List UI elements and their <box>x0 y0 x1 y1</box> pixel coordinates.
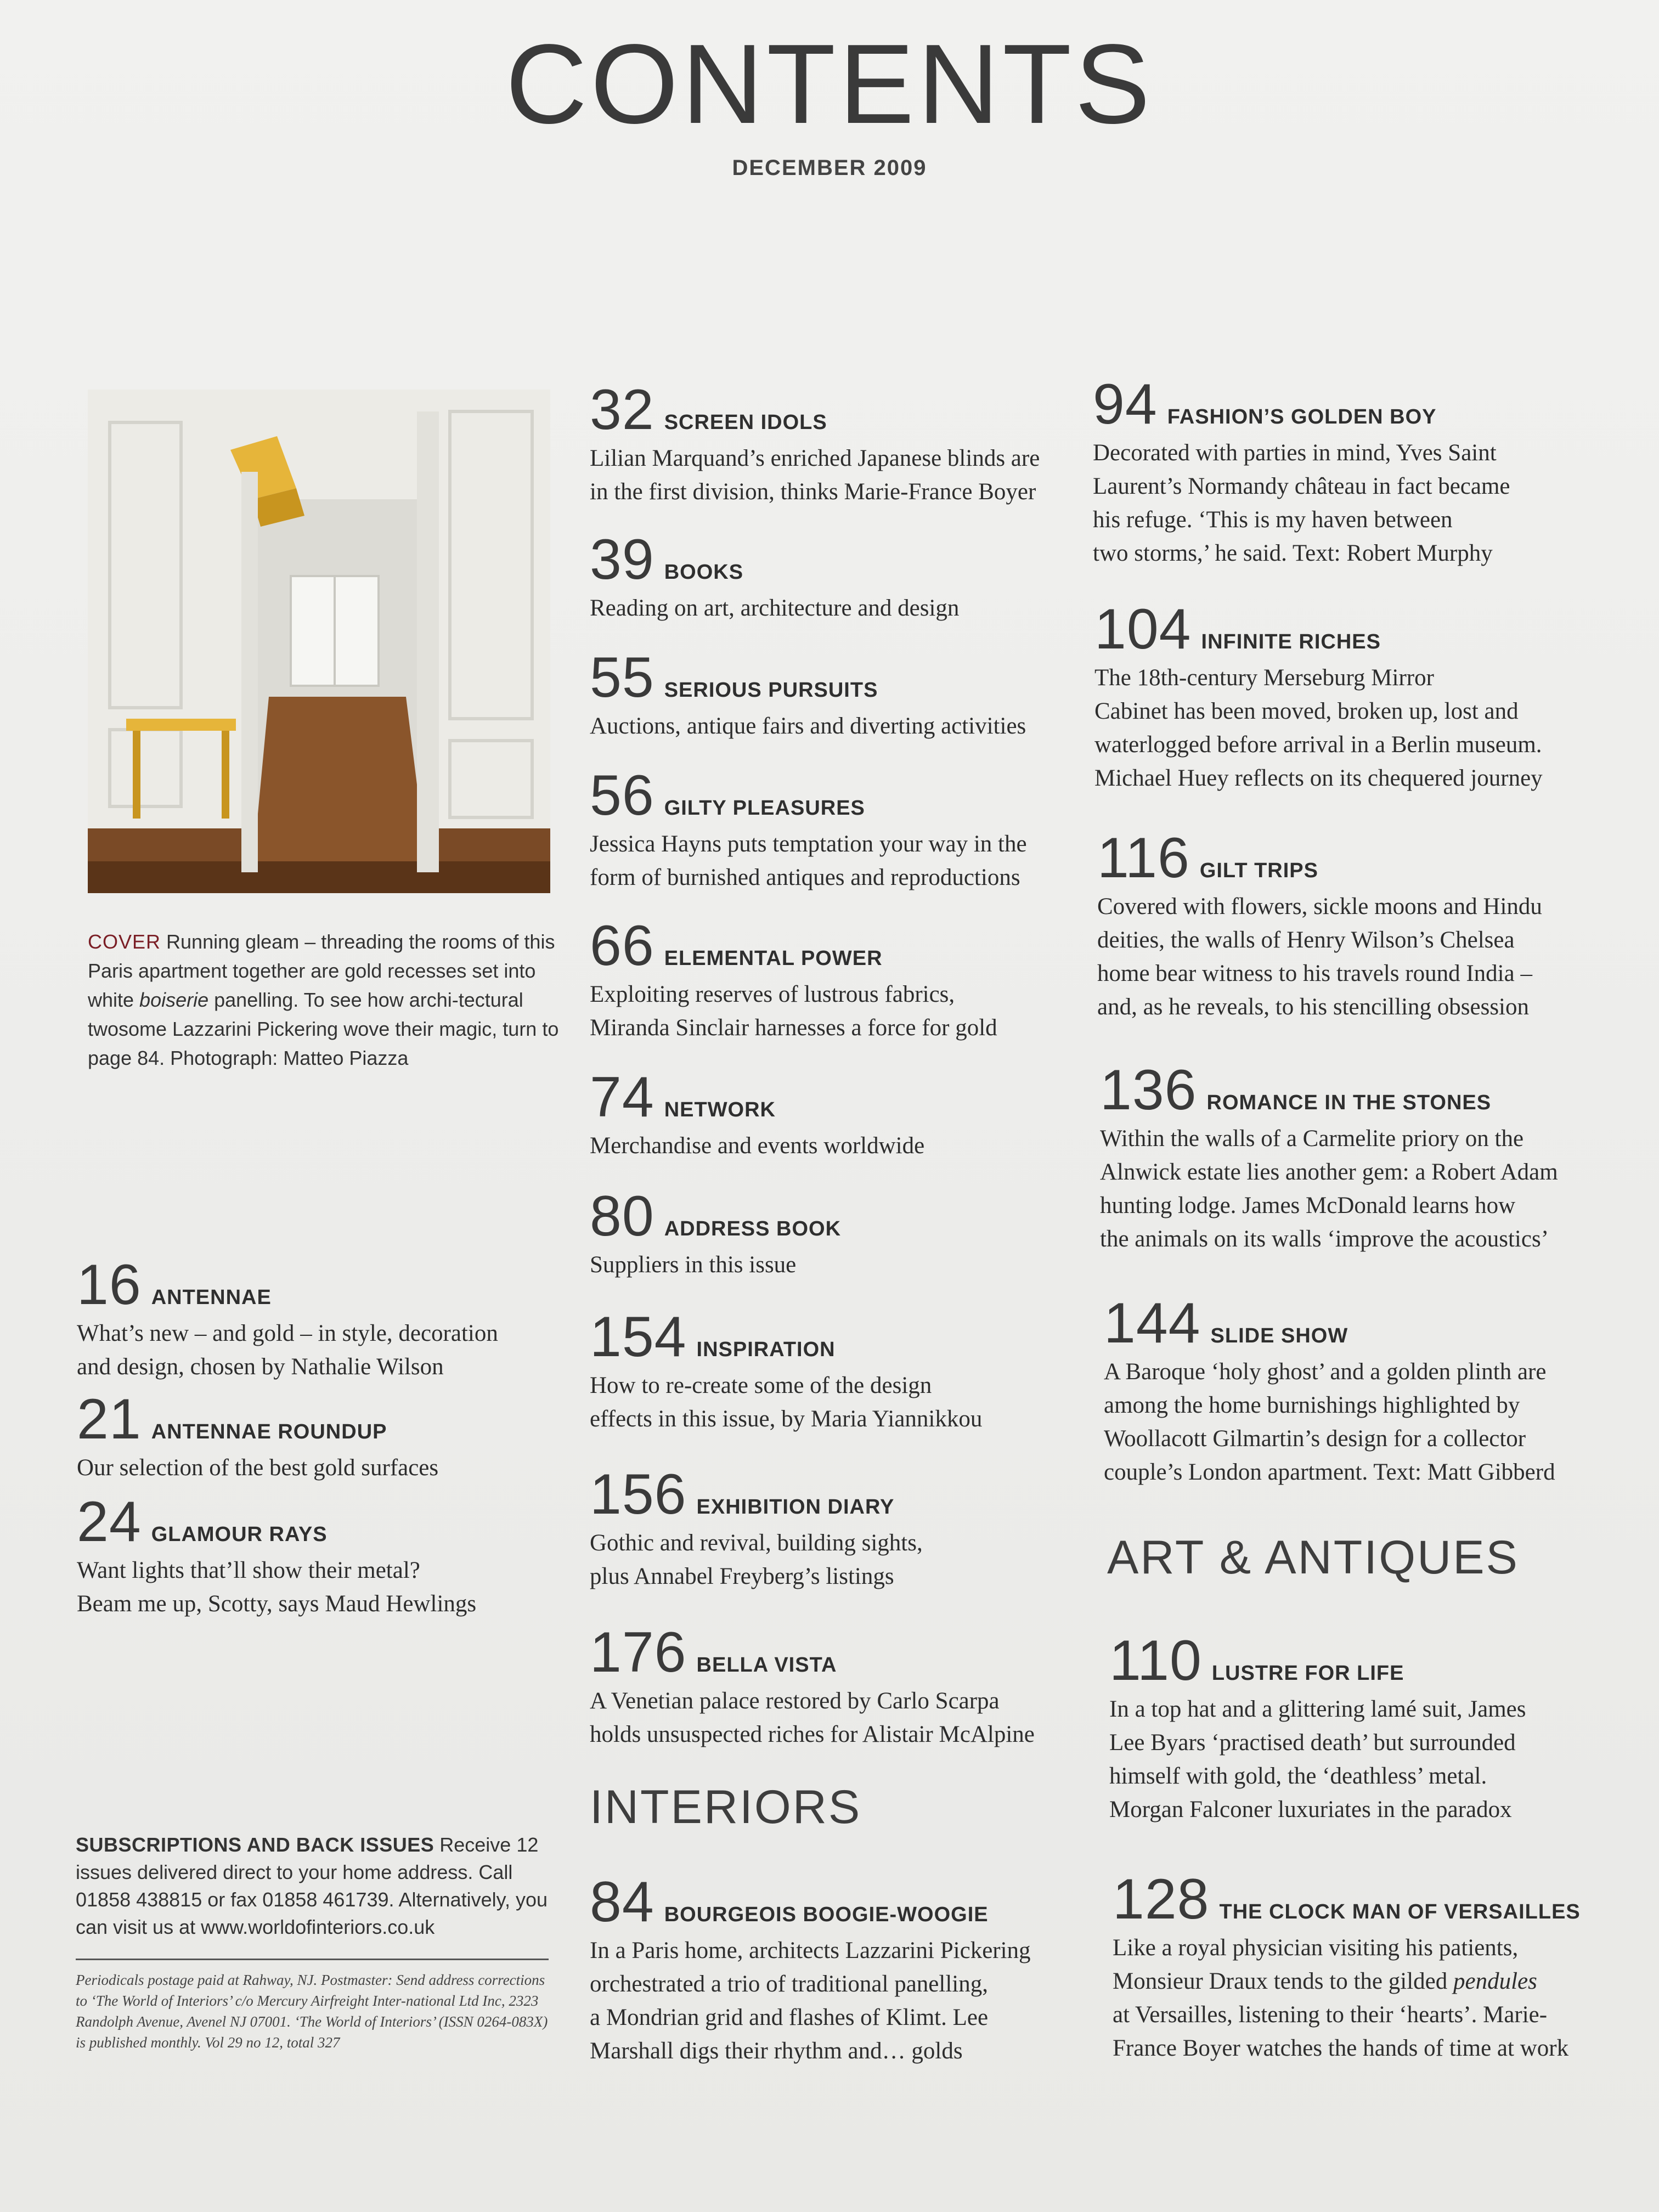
page-number: 39 <box>590 528 654 591</box>
entry-description: Reading on art, architecture and design <box>590 595 960 621</box>
subscriptions-text: Receive 12 issues delivered direct to your home address. Call 01858 438815 or fax 01858 461739. Alternatively, you can visit us at www.worldofinteriors.co.uk <box>76 1833 548 1938</box>
entry-description: A Baroque ‘holy ghost’ and a golden plinth are among the home burnishings highlighted by Woollacott Gilmartin’s design for a collector couple’s London apartment. Text: Matt Gibberd <box>1104 1359 1555 1485</box>
entry-heading: ANTENNAE <box>151 1286 272 1309</box>
cover-caption-text: Running gleam – threading the rooms of this Paris apartment together are gold recesses set into white <box>88 930 555 1011</box>
toc-entry[interactable] <box>590 1870 1084 2068</box>
page-number: 156 <box>590 1463 687 1526</box>
entry-description: Suppliers in this issue <box>590 1252 797 1278</box>
page-number: 21 <box>77 1387 142 1451</box>
toc-entry[interactable] <box>590 1463 1084 1593</box>
entry-description: Want lights that’ll show their metal? Beam me up, Scotty, says Maud Hewlings <box>77 1558 477 1617</box>
photo-floor-shadow <box>88 861 550 893</box>
masthead <box>0 21 1659 180</box>
page-number: 80 <box>590 1184 654 1248</box>
toc-entry[interactable] <box>590 378 1084 509</box>
page-number: 144 <box>1104 1291 1201 1355</box>
entry-heading: EXHIBITION DIARY <box>696 1496 895 1519</box>
entry-description: Auctions, antique fairs and diverting activities <box>590 713 1026 739</box>
entry-heading: LUSTRE FOR LIFE <box>1211 1662 1404 1685</box>
section-title-interiors: INTERIORS <box>590 1781 862 1833</box>
entry-description: Our selection of the best gold surfaces <box>77 1455 439 1481</box>
toc-entry[interactable] <box>590 1305 1084 1436</box>
entry-description: In a top hat and a glittering lamé suit, James Lee Byars ‘practised death’ but surrounded himself with gold, the ‘deathless’ metal. Morgan Falconer luxuriates in the paradox <box>1109 1696 1526 1822</box>
entry-heading: SERIOUS PURSUITS <box>664 679 878 702</box>
page-number: 104 <box>1094 597 1192 661</box>
entry-description: What’s new – and gold – in style, decoration and design, chosen by Nathalie Wilson <box>77 1321 498 1380</box>
page-number: 136 <box>1100 1058 1197 1122</box>
entry-heading: THE CLOCK MAN OF VERSAILLES <box>1219 1900 1581 1923</box>
toc-entry[interactable] <box>590 1065 1084 1163</box>
page-number: 84 <box>590 1870 654 1934</box>
entry-heading: INFINITE RICHES <box>1201 630 1381 653</box>
entry-description: Lilian Marquand’s enriched Japanese blinds are in the first division, thinks Marie-France Boyer <box>590 445 1040 505</box>
photo-corridor-floor <box>252 697 428 872</box>
toc-entry[interactable] <box>77 1387 560 1485</box>
entry-heading: ELEMENTAL POWER <box>664 947 883 970</box>
entry-description: Merchandise and events worldwide <box>590 1133 925 1159</box>
entry-heading: BOOKS <box>664 561 744 584</box>
section-title-art-antiques: ART & ANTIQUES <box>1107 1531 1519 1584</box>
page-number: 110 <box>1109 1629 1202 1692</box>
cover-caption-text-end: panelling. To see how archi-tectural twosome Lazzarini Pickering wove their magic, turn to page 84. Photograph: Matteo Piazza <box>88 989 559 1069</box>
entry-heading: BOURGEOIS BOOGIE-WOOGIE <box>664 1903 989 1926</box>
entry-heading: NETWORK <box>664 1098 776 1121</box>
entry-description: Covered with flowers, sickle moons and Hindu deities, the walls of Henry Wilson’s Chelsea home bear witness to his travels round India – and, as he reveals, to his stencilling obsession <box>1097 894 1542 1020</box>
toc-entry[interactable] <box>1097 826 1613 1024</box>
page-number: 94 <box>1093 373 1158 436</box>
page-number: 32 <box>590 378 654 442</box>
cover-photo <box>88 390 550 893</box>
entry-description: How to re-create some of the design effects in this issue, by Maria Yiannikkou <box>590 1373 983 1432</box>
entry-description: Exploiting reserves of lustrous fabrics, Miranda Sinclair harnesses a force for gold <box>590 981 997 1041</box>
entry-heading: INSPIRATION <box>696 1338 836 1361</box>
toc-entry[interactable] <box>1113 1867 1628 2065</box>
toc-entry[interactable] <box>1109 1629 1625 1826</box>
entry-heading: GLAMOUR RAYS <box>151 1523 328 1546</box>
page-number: 66 <box>590 914 654 978</box>
issue-date: DECEMBER 2009 <box>732 156 927 180</box>
cover-label: COVER <box>88 930 161 953</box>
toc-entry[interactable] <box>590 1621 1084 1751</box>
cover-caption-italic: boiserie <box>139 989 209 1011</box>
cover-photo-illustration <box>88 390 550 893</box>
entry-heading: BELLA VISTA <box>696 1654 837 1677</box>
toc-entry[interactable] <box>590 646 1084 743</box>
entry-description: Within the walls of a Carmelite priory on the Alnwick estate lies another gem: a Robert Adam hunting lodge. James McDonald learns how the animals on its walls ‘improve the acoustics’ <box>1100 1126 1558 1252</box>
page-number: 56 <box>590 764 654 827</box>
entry-description: Jessica Hayns puts temptation your way in the form of burnished antiques and reproductions <box>590 831 1027 890</box>
photo-gold-console <box>126 719 236 731</box>
toc-entry[interactable] <box>77 1253 560 1384</box>
subscriptions-label: SUBSCRIPTIONS AND BACK ISSUES <box>76 1833 435 1856</box>
entry-heading: FASHION’S GOLDEN BOY <box>1167 405 1437 428</box>
entry-description: Like a royal physician visiting his patients, Monsieur Draux tends to the gilded pendules at Versailles, listening to their ‘hearts’. Marie- France Boyer watches the hands of time at work <box>1113 1935 1569 2061</box>
page-number: 154 <box>590 1305 687 1369</box>
page-number: 16 <box>77 1253 142 1317</box>
entry-description: The 18th-century Merseburg Mirror Cabinet has been moved, broken up, lost and waterlogged before arrival in a Berlin museum. Michael Huey reflects on its chequered journey <box>1094 665 1543 791</box>
entry-description: In a Paris home, architects Lazzarini Pickering orchestrated a trio of traditional panelling, a Mondrian grid and flashes of Klimt. Lee Marshall digs their rhythm and… golds <box>590 1938 1031 2064</box>
toc-entry[interactable] <box>77 1490 560 1621</box>
entry-description: Decorated with parties in mind, Yves Saint Laurent’s Normandy château in fact became his refuge. ‘This is my haven between two storms,’ he said. Text: Robert Murphy <box>1093 440 1510 566</box>
toc-entry[interactable] <box>1093 373 1609 570</box>
subscriptions-note <box>76 1831 558 1941</box>
entry-heading: ROMANCE IN THE STONES <box>1206 1091 1492 1114</box>
entry-heading: ADDRESS BOOK <box>664 1217 842 1240</box>
entry-description: A Venetian palace restored by Carlo Scarpa holds unsuspected riches for Alistair McAlpine <box>590 1688 1035 1747</box>
entry-heading: GILT TRIPS <box>1199 859 1318 882</box>
divider <box>76 1959 549 1960</box>
entry-description: Gothic and revival, building sights, plus Annabel Freyberg’s listings <box>590 1530 923 1589</box>
postage-note: Periodicals postage paid at Rahway, NJ. Postmaster: Send address corrections to ‘The World of Interiors’ c/o Mercury Airfreight Inter-national Ltd Inc, 2323 Randolph Avenue, Avenel NJ 07001. ‘The World of Interiors’ (ISSN 0264-083X) is published monthly. Vol 29 no 12, total 327 <box>76 1972 548 2051</box>
page-number: 74 <box>590 1065 654 1129</box>
entry-heading: ANTENNAE ROUNDUP <box>151 1420 387 1443</box>
photo-door-frame <box>417 411 439 872</box>
cover-caption <box>88 927 560 1073</box>
page-number: 176 <box>590 1621 687 1684</box>
toc-entry[interactable] <box>590 914 1084 1045</box>
page-title: CONTENTS <box>505 21 1154 147</box>
toc-entry[interactable] <box>590 1184 1084 1282</box>
entry-heading: SCREEN IDOLS <box>664 411 827 434</box>
toc-entry[interactable] <box>590 528 1084 625</box>
page-number: 116 <box>1097 826 1190 890</box>
entry-heading: SLIDE SHOW <box>1210 1324 1348 1347</box>
page-number: 128 <box>1113 1867 1210 1931</box>
toc-entry[interactable] <box>590 764 1084 894</box>
page-number: 55 <box>590 646 654 709</box>
toc-entry[interactable] <box>1094 597 1610 795</box>
toc-entry[interactable] <box>1100 1058 1616 1256</box>
entry-heading: GILTY PLEASURES <box>664 797 865 820</box>
toc-entry[interactable] <box>1104 1291 1620 1489</box>
page-number: 24 <box>77 1490 142 1554</box>
